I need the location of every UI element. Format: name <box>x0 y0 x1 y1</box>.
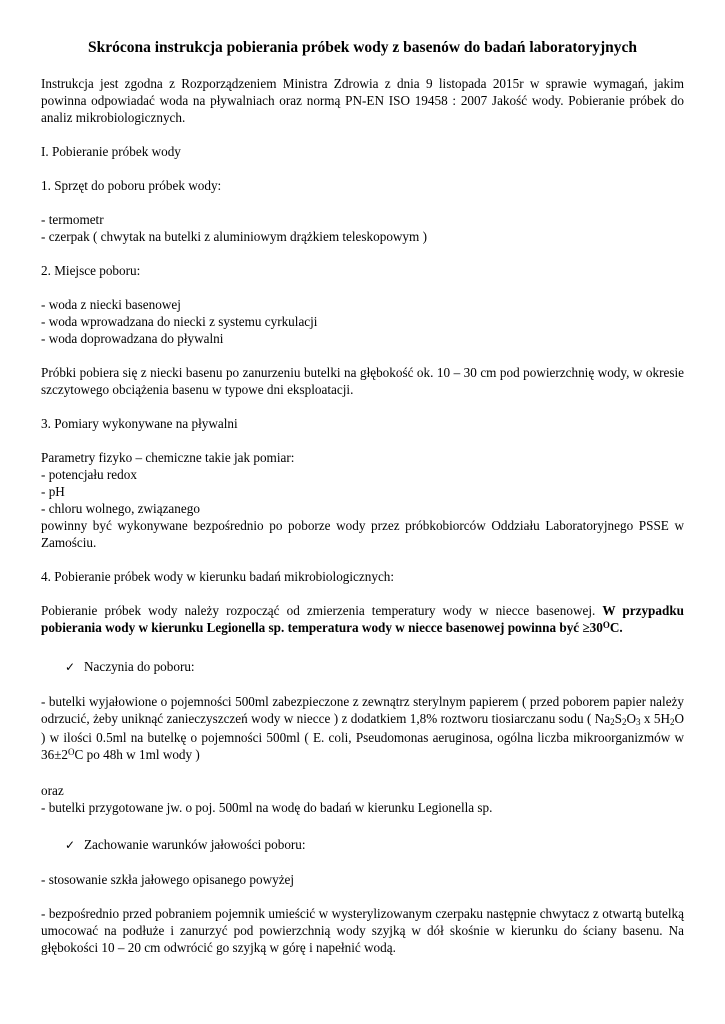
equipment-heading: 1. Sprzęt do poboru próbek wody: <box>41 178 222 193</box>
superscript-degree: O <box>68 747 75 757</box>
sampling-note: Próbki pobiera się z niecki basenu po zanurzeniu butelki na głębokość ok. 10 – 30 cm pod powierzchnię wody, w okresie szczytowego obciążenia basenu w typowe dni eksploatacji. <box>41 365 684 397</box>
text-run: S <box>614 711 622 726</box>
additional-bottles-block <box>41 782 684 816</box>
microbiology-paragraph <box>41 602 684 638</box>
legionella-bottles-line: - butelki przygotowane jw. o poj. 500ml na wodę do badań w kierunku Legionella sp. <box>41 800 493 815</box>
bullet-vessels <box>41 658 684 676</box>
superscript-degree: O <box>602 620 610 630</box>
section-1-heading: I. Pobieranie próbek wody <box>41 144 181 159</box>
text-run: x 5H <box>640 711 670 726</box>
measurements-heading: 3. Pomiary wykonywane na pływalni <box>41 416 238 431</box>
sterile-glass-line: - stosowanie szkła jałowego opisanego powyżej <box>41 872 295 887</box>
subscript: 2 <box>621 717 627 727</box>
microbiology-heading: 4. Pobieranie próbek wody w kierunku badań mikrobiologicznych: <box>41 569 395 584</box>
oraz-line: oraz <box>41 783 64 798</box>
text-run-bold: W przypadku pobierania wody w kierunku Legionella sp. temperatura wody w niecce basenowej powinna być ≥30 <box>41 603 684 635</box>
parameter-item: - potencjału redox <box>41 467 137 482</box>
places-list <box>41 296 684 347</box>
parameter-item: - chloru wolnego, związanego <box>41 501 200 516</box>
places-item: - woda z niecki basenowej <box>41 297 181 312</box>
bullet-label: Zachowanie warunków jałowości poboru: <box>84 837 306 852</box>
subscript: 2 <box>669 717 675 727</box>
equipment-list <box>41 211 684 245</box>
places-item: - woda doprowadzana do pływalni <box>41 331 224 346</box>
final-note: - bezpośrednio przed pobraniem pojemnik umieścić w wysterylizowanym czerpaku następnie chwytacz z otwartą butelką umocować na podłuże i zanurzyć pod powierzchnią wody szyjką w dół skośnie w kierunku do ściany basenu. Na głębokości 10 – 20 cm odwrócić go szyjką w górę i napełnić wodą. <box>41 906 684 955</box>
places-item: - woda wprowadzana do niecki z systemu cyrkulacji <box>41 314 318 329</box>
bullet-label: Naczynia do poboru: <box>84 659 195 674</box>
bullet-sterility <box>41 836 684 854</box>
bottles-paragraph <box>41 693 684 765</box>
places-heading: 2. Miejsce poboru: <box>41 263 141 278</box>
text-run: C po 48h w 1ml wody ) <box>74 747 200 762</box>
parameters-block <box>41 449 684 551</box>
text-run: - butelki wyjałowione o pojemności 500ml zabezpieczone z zewnątrz sterylnym papierem ( przed poborem papier należy odrzucić, żeby uniknąć zanieczyszczeń wody w niecce ) z dodatkiem 1,8% roztworu tiosiarczanu sodu ( Na <box>41 694 684 726</box>
subscript: 2 <box>610 717 615 727</box>
checkmark-icon: ✓ <box>65 660 76 674</box>
text-run-bold: C. <box>609 620 623 635</box>
parameter-item: - pH <box>41 484 65 499</box>
parameters-intro: Parametry fizyko – chemiczne takie jak pomiar: <box>41 450 295 465</box>
text-run: O <box>626 711 636 726</box>
text-run: Pobieranie próbek wody należy rozpocząć od zmierzenia temperatury wody w niecce basenowej. <box>41 603 603 618</box>
document-title: Skrócona instrukcja pobierania próbek wody z basenów do badań laboratoryjnych <box>87 39 638 56</box>
equipment-item: - czerpak ( chwytak na butelki z aluminiowym drążkiem teleskopowym ) <box>41 229 427 244</box>
checkmark-icon: ✓ <box>65 838 76 852</box>
intro-paragraph: Instrukcja jest zgodna z Rozporządzeniem Ministra Zdrowia z dnia 9 listopada 2015r w sprawie wymagań, jakim powinna odpowiadać woda na pływalniach oraz normą PN-EN ISO 19458 : 2007 Jakość wody. Pobieranie próbek do analiz mikrobiologicznych. <box>41 76 684 125</box>
subscript: 3 <box>636 717 641 727</box>
text-run: O ) w ilości 0.5ml na butelkę o pojemności 500ml ( E. coli, Pseudomonas aeruginosa, ogólna liczba mikroorganizmów w 36±2 <box>41 711 684 762</box>
parameters-note: powinny być wykonywane bezpośrednio po poborze wody przez próbkobiorców Oddziału Laboratoryjnego PSSE w Zamościu. <box>41 518 684 550</box>
equipment-item: - termometr <box>41 212 104 227</box>
